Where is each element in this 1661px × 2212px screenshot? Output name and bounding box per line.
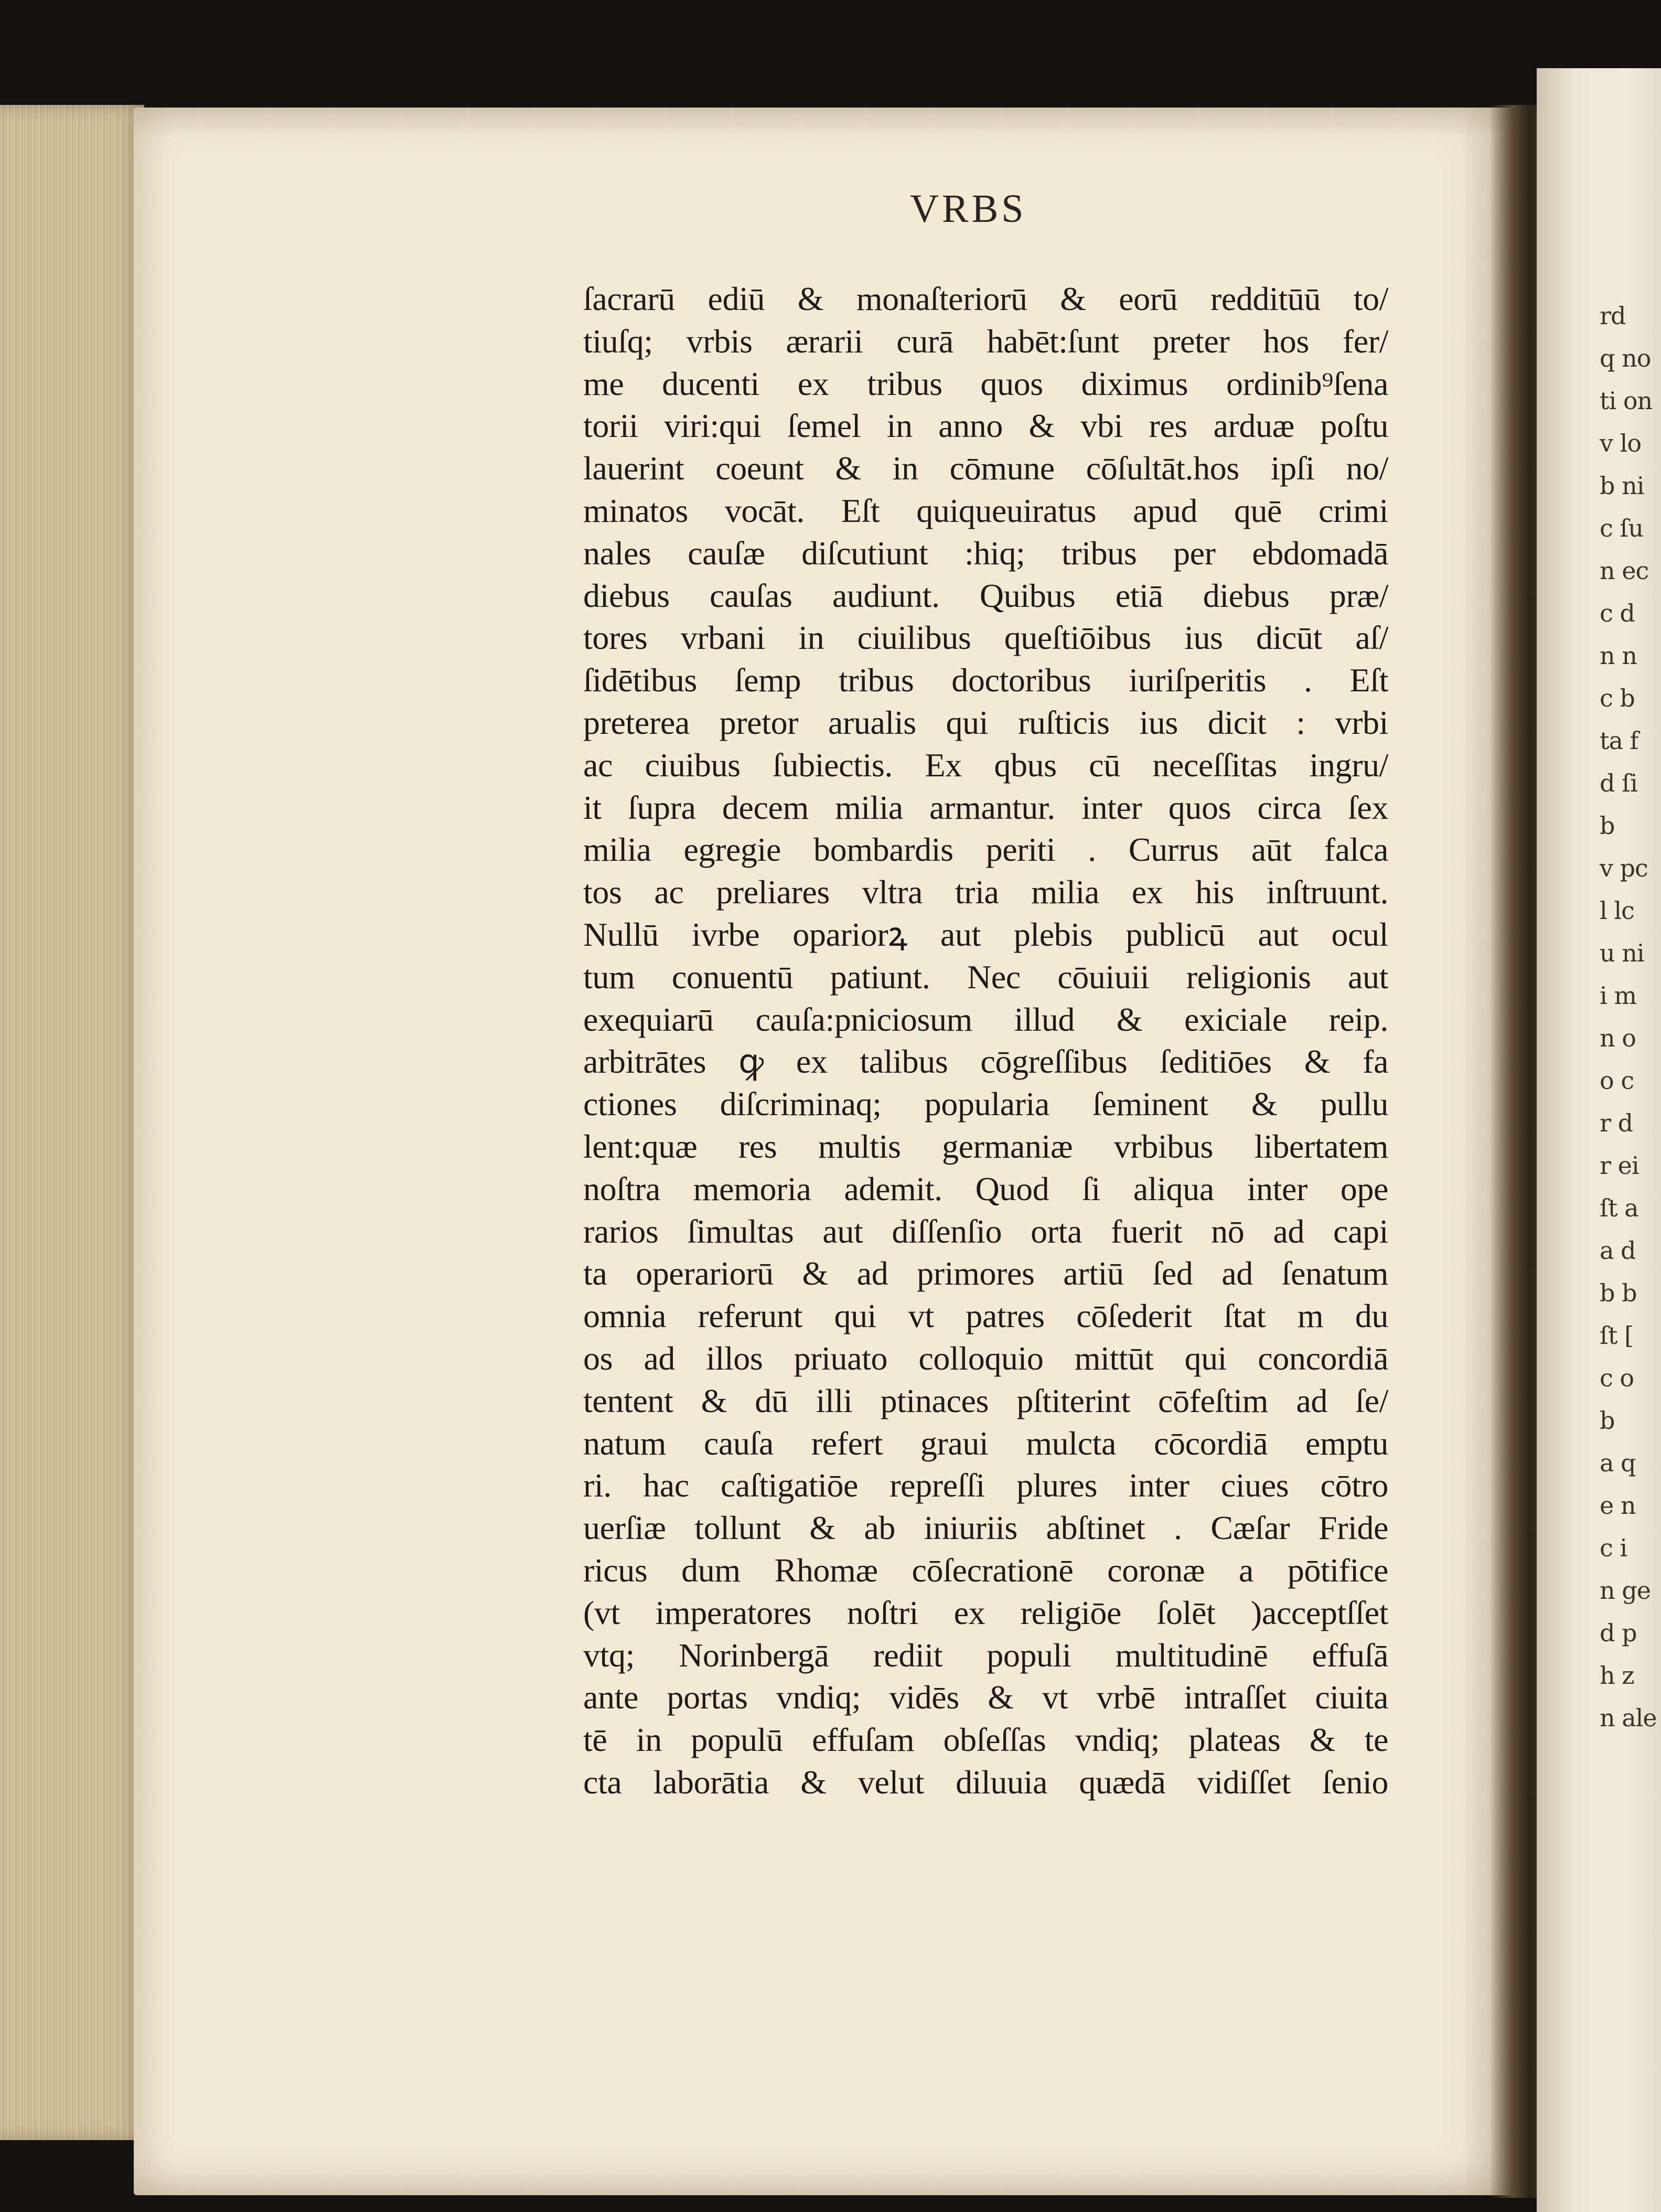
text-line: milia egregie bombardis periti . Currus aūt falca bbox=[583, 831, 1388, 869]
text-line: ſacrarū ediū & monaſteriorū & eorū redditūū to/ bbox=[583, 280, 1388, 317]
facing-text-fragment: l lc bbox=[1600, 896, 1634, 925]
facing-text-fragment: b bbox=[1600, 811, 1615, 840]
text-line: lauerint coeunt & in cōmune cōſultāt.hos ipſi no/ bbox=[583, 450, 1388, 487]
text-line: torii viri:qui ſemel in anno & vbi res arduæ poſtu bbox=[583, 407, 1388, 445]
text-block bbox=[583, 278, 1388, 1804]
text-line: it ſupra decem milia armantur. inter quos circa ſex bbox=[583, 788, 1388, 826]
facing-text-fragment: n o bbox=[1600, 1024, 1636, 1052]
text-line: tentent & dū illi ptinaces pſtiterint cōfeſtim ad ſe/ bbox=[583, 1382, 1388, 1419]
text-line: tē in populū effuſam obſeſſas vndiq; plateas & te bbox=[583, 1721, 1388, 1759]
text-line: me ducenti ex tribus quos diximus ordinib⁹ſena bbox=[583, 365, 1388, 402]
facing-text-fragment: c b bbox=[1600, 684, 1635, 712]
text-line: lent:quæ res multis germaniæ vrbibus libertatem bbox=[583, 1127, 1388, 1165]
text-line: diebus cauſas audiunt. Quibus etiā diebus præ/ bbox=[583, 576, 1388, 614]
text-line: ricus dum Rhomæ cōſecrationē coronæ a pōtifice bbox=[583, 1551, 1388, 1589]
text-line: ri. hac caſtigatiōe repreſſi plures inter ciues cōtro bbox=[583, 1467, 1388, 1504]
facing-text-fragment: r ei bbox=[1600, 1151, 1639, 1180]
text-line: ac ciuibus ſubiectis. Ex qbus cū neceſſitas ingru/ bbox=[583, 746, 1388, 784]
facing-text-fragment: a q bbox=[1600, 1449, 1636, 1477]
facing-text-fragment: v lo bbox=[1600, 429, 1642, 457]
facing-text-fragment: d p bbox=[1600, 1619, 1637, 1647]
facing-text-fragment: c i bbox=[1600, 1534, 1627, 1562]
running-head: VRBS bbox=[910, 187, 1027, 231]
text-line: ctiones diſcriminaq; popularia ſeminent & pullu bbox=[583, 1085, 1388, 1123]
facing-text-fragment: c ſu bbox=[1600, 514, 1644, 542]
facing-text-fragment: q no bbox=[1600, 344, 1651, 372]
text-line: omnia referunt qui vt patres cōſederit ſtat m du bbox=[583, 1297, 1388, 1335]
facing-text-fragment: n n bbox=[1600, 642, 1637, 670]
text-line: os ad illos priuato colloquio mittūt qui concordiā bbox=[583, 1339, 1388, 1377]
facing-text-fragment: b ni bbox=[1600, 472, 1644, 500]
text-line: vtq; Norinbergā rediit populi multitudinē effuſā bbox=[583, 1636, 1388, 1674]
page-edges bbox=[0, 105, 144, 2140]
facing-text-fragment: ſt [ bbox=[1600, 1321, 1634, 1350]
text-line: nales cauſæ diſcutiunt :hiq; tribus per ebdomadā bbox=[583, 534, 1388, 572]
text-line: minatos vocāt. Eſt quiqueuiratus apud quē crimi bbox=[583, 491, 1388, 529]
facing-text-fragment: ſt a bbox=[1600, 1194, 1638, 1222]
facing-text-fragment: n ec bbox=[1600, 557, 1649, 585]
facing-text-fragment: d ſi bbox=[1600, 769, 1637, 797]
text-line: tores vrbani in ciuilibus queſtiōibus ius dicūt aſ/ bbox=[583, 619, 1388, 657]
text-line: tos ac preliares vltra tria milia ex his inſtruunt. bbox=[583, 873, 1388, 911]
text-line: cta laborātia & velut diluuia quædā vidiſſet ſenio bbox=[583, 1763, 1388, 1801]
facing-text-fragment: e n bbox=[1600, 1491, 1636, 1520]
text-line: noſtra memoria ademit. Quod ſi aliqua inter ope bbox=[583, 1170, 1388, 1207]
text-line: (vt imperatores noſtri ex religiōe ſolēt )acceptſſet bbox=[583, 1594, 1388, 1631]
facing-text-fragment: ti on bbox=[1600, 387, 1653, 415]
text-line: natum cauſa refert graui mulcta cōcordiā emptu bbox=[583, 1424, 1388, 1462]
facing-text-fragment: r d bbox=[1600, 1109, 1633, 1137]
facing-text-fragment: rd bbox=[1600, 302, 1626, 330]
text-line: ſidētibus ſemp tribus doctoribus iuriſperitis . Eſt bbox=[583, 661, 1388, 699]
facing-text-fragment: h z bbox=[1600, 1661, 1634, 1690]
text-line: rarios ſimultas aut diſſenſio orta fuerit nō ad capi bbox=[583, 1212, 1388, 1250]
facing-text-fragment: i m bbox=[1600, 981, 1636, 1010]
text-line: tiuſq; vrbis ærarii curā habēt:ſunt preter hos fer/ bbox=[583, 322, 1388, 360]
text-line: tum conuentū patiunt. Nec cōuiuii religionis aut bbox=[583, 958, 1388, 996]
facing-text-fragment: c o bbox=[1600, 1364, 1634, 1392]
facing-text-fragment: c d bbox=[1600, 599, 1635, 627]
text-line: ante portas vndiq; vidēs & vt vrbē intraſſet ciuita bbox=[583, 1679, 1388, 1716]
facing-text-fragment: v pc bbox=[1600, 854, 1648, 882]
facing-text-fragment: b b bbox=[1600, 1279, 1637, 1307]
text-line: Nullū ivrbe opariorꝝ aut plebis publicū aut ocul bbox=[583, 915, 1388, 953]
facing-text-fragment: n ge bbox=[1600, 1576, 1651, 1605]
text-line: arbitrātes ꝙ ex talibus cōgreſſibus ſeditiōes & fa bbox=[583, 1043, 1388, 1081]
facing-text-fragment: n ale bbox=[1600, 1704, 1657, 1732]
facing-text-fragment: o c bbox=[1600, 1066, 1634, 1095]
facing-text-fragment: ta f bbox=[1600, 726, 1638, 755]
text-line: exequiarū cauſa:pniciosum illud & exiciale reip. bbox=[583, 1000, 1388, 1038]
facing-text-fragment: u ni bbox=[1600, 939, 1644, 967]
text-line: preterea pretor arualis qui ruſticis ius dicit : vrbi bbox=[583, 703, 1388, 741]
text-line: ta operariorū & ad primores artiū ſed ad ſenatum bbox=[583, 1255, 1388, 1292]
text-line: uerſiæ tollunt & ab iniuriis abſtinet . Cæſar Fride bbox=[583, 1509, 1388, 1547]
facing-text-fragment: b bbox=[1600, 1406, 1615, 1435]
facing-text-fragment: a d bbox=[1600, 1236, 1636, 1265]
